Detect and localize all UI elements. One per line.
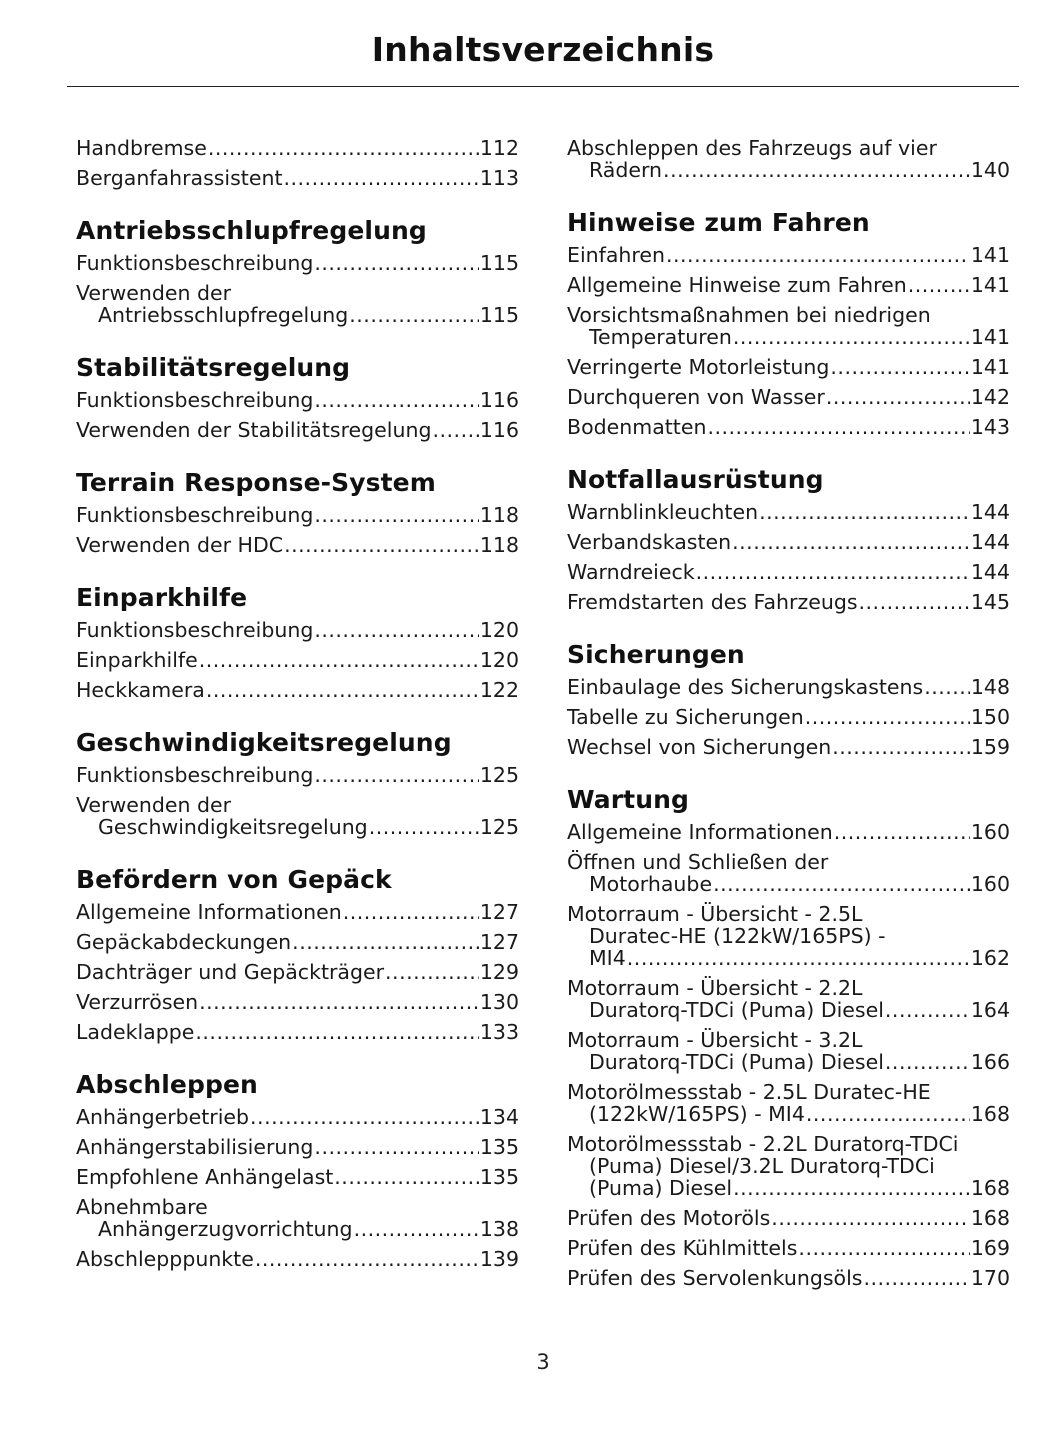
toc-entry[interactable]: [567, 352, 1010, 382]
entry-row: [76, 304, 519, 326]
entry-label: Wechsel von Sicherungen: [567, 735, 832, 759]
entry-page-number[interactable]: 141: [970, 355, 1010, 379]
entry-page-number[interactable]: 170: [970, 1266, 1010, 1290]
entry-row: [76, 619, 519, 641]
dot-leader: [343, 901, 479, 923]
entry-label-line: Motorölmessstab - 2.2L Duratorq-TDCi: [567, 1132, 959, 1156]
toc-entry[interactable]: [567, 300, 1010, 352]
toc-entry[interactable]: [567, 847, 1010, 899]
entry-row: [567, 1177, 1010, 1199]
dot-leader: [663, 159, 970, 181]
dot-leader: [255, 1248, 479, 1270]
entry-row: [76, 961, 519, 983]
dot-leader: [199, 991, 479, 1013]
toc-entry[interactable]: [76, 133, 519, 163]
entry-row: [76, 252, 519, 274]
entry-label: Anhängerstabilisierung: [76, 1135, 314, 1159]
entry-label-line: Motorölmessstab - 2.5L Duratec-HE: [567, 1080, 931, 1104]
dot-leader: [798, 1237, 969, 1259]
dot-leader: [885, 1051, 970, 1073]
toc-entry[interactable]: [76, 278, 519, 330]
entry-row: [567, 1267, 1010, 1289]
toc-entry[interactable]: [567, 240, 1010, 270]
section-heading: Stabilitätsregelung: [76, 353, 351, 382]
entry-label-line: Öffnen und Schließen der: [567, 850, 829, 874]
entry-row: [567, 356, 1010, 378]
entry-label: Geschwindigkeitsregelung: [98, 815, 368, 839]
entry-label-line: Duratec-HE (122kW/165PS) -: [589, 924, 886, 948]
entry-label: Durchqueren von Wasser: [567, 385, 825, 409]
dot-leader: [805, 706, 970, 728]
toc-entry[interactable]: [76, 760, 519, 790]
entry-row: [567, 326, 1010, 348]
entry-page-number[interactable]: 129: [479, 960, 519, 984]
entry-label: Ladeklappe: [76, 1020, 195, 1044]
entry-label: Funktionsbeschreibung: [76, 251, 314, 275]
toc-entry[interactable]: [76, 957, 519, 987]
entry-row: [76, 1166, 519, 1188]
section-heading: Einparkhilfe: [76, 583, 248, 612]
dot-leader: [334, 1166, 479, 1188]
entry-row: [567, 736, 1010, 758]
section-heading: Antriebsschlupfregelung: [76, 216, 427, 245]
toc-entry[interactable]: [76, 615, 519, 645]
entry-label: Einfahren: [567, 243, 665, 267]
dot-leader: [885, 999, 970, 1021]
entry-page-number[interactable]: 141: [970, 243, 1010, 267]
section-heading: Terrain Response-System: [76, 468, 436, 497]
entry-page-number[interactable]: 168: [970, 1206, 1010, 1230]
section-heading: Geschwindigkeitsregelung: [76, 728, 452, 757]
entry-page-number[interactable]: 133: [479, 1020, 519, 1044]
toc-section-befoerdern-von-gepaeck: [76, 865, 519, 1047]
toc-section: [76, 133, 519, 193]
section-heading: Notfallausrüstung: [567, 465, 824, 494]
entry-page-number[interactable]: 144: [970, 500, 1010, 524]
dot-leader: [354, 1218, 479, 1240]
entry-row: [567, 706, 1010, 728]
entry-label: Verwenden der Stabilitätsregelung: [76, 418, 432, 442]
entry-label: Anhängerzugvorrichtung: [98, 1217, 353, 1241]
dot-leader: [832, 736, 970, 758]
entry-row: [76, 419, 519, 441]
entry-row: [567, 561, 1010, 583]
entry-row: [567, 821, 1010, 843]
entry-row: [76, 1106, 519, 1128]
toc-right-column: [567, 133, 1010, 1316]
dot-leader: [314, 504, 479, 526]
entry-label: Duratorq-TDCi (Puma) Diesel: [589, 998, 884, 1022]
entry-row: [76, 679, 519, 701]
entry-label: Bodenmatten: [567, 415, 707, 439]
toc-entry[interactable]: [76, 1162, 519, 1192]
toc-entry[interactable]: [567, 817, 1010, 847]
toc-section-sicherungen: [567, 640, 1010, 762]
entry-page-number[interactable]: 115: [479, 303, 519, 327]
entry-label: Allgemeine Informationen: [76, 900, 342, 924]
dot-leader: [349, 304, 479, 326]
dot-leader: [369, 816, 479, 838]
toc-entry[interactable]: [76, 927, 519, 957]
toc-entry[interactable]: [567, 382, 1010, 412]
dot-leader: [314, 764, 479, 786]
entry-page-number[interactable]: 162: [970, 946, 1010, 970]
dot-leader: [292, 931, 479, 953]
entry-row: [76, 389, 519, 411]
dot-leader: [206, 679, 479, 701]
dot-leader: [199, 649, 479, 671]
entry-page-number[interactable]: 130: [479, 990, 519, 1014]
entry-row: [567, 873, 1010, 895]
entry-page-number[interactable]: 160: [970, 820, 1010, 844]
dot-leader: [250, 1106, 479, 1128]
entry-label: Verwenden der HDC: [76, 533, 284, 557]
entry-page-number[interactable]: 168: [970, 1102, 1010, 1126]
entry-row: [76, 167, 519, 189]
entry-label: Temperaturen: [589, 325, 732, 349]
entry-page-number[interactable]: 125: [479, 815, 519, 839]
toc-entry[interactable]: [567, 672, 1010, 702]
toc-entry[interactable]: [76, 1132, 519, 1162]
dot-leader: [771, 1207, 970, 1229]
entry-label: Prüfen des Servolenkungsöls: [567, 1266, 863, 1290]
dot-leader: [385, 961, 479, 983]
toc-entry[interactable]: [567, 732, 1010, 762]
toc-entry[interactable]: [76, 1017, 519, 1047]
toc-section-abschleppen: [76, 1070, 519, 1274]
entry-page-number[interactable]: 160: [970, 872, 1010, 896]
toc-section-antriebsschlupfregelung: [76, 216, 519, 330]
dot-leader: [314, 252, 479, 274]
title-divider: [67, 86, 1019, 87]
dot-leader: [284, 534, 479, 556]
entry-row: [567, 947, 1010, 969]
entry-page-number[interactable]: 122: [479, 678, 519, 702]
dot-leader: [924, 676, 970, 698]
entry-page-number[interactable]: 142: [970, 385, 1010, 409]
entry-label-line: Verwenden der: [76, 281, 232, 305]
toc-section-notfallausruestung: [567, 465, 1010, 617]
entry-label: Verbandskasten: [567, 530, 732, 554]
entry-label-line: Abschleppen des Fahrzeugs auf vier: [567, 136, 937, 160]
page-number: 3: [536, 1350, 550, 1374]
toc-entry[interactable]: [567, 899, 1010, 973]
entry-page-number[interactable]: 144: [970, 530, 1010, 554]
toc-entry[interactable]: [567, 1203, 1010, 1233]
entry-row: [76, 1218, 519, 1240]
entry-page-number[interactable]: 118: [479, 533, 519, 557]
entry-label: Einparkhilfe: [76, 648, 198, 672]
entry-page-number[interactable]: 141: [970, 273, 1010, 297]
entry-label: MI4: [589, 946, 626, 970]
section-heading: Wartung: [567, 785, 690, 814]
entry-row: [567, 1103, 1010, 1125]
entry-page-number[interactable]: 169: [970, 1236, 1010, 1260]
dot-leader: [863, 1267, 969, 1289]
entry-page-number[interactable]: 150: [970, 705, 1010, 729]
dot-leader: [696, 561, 970, 583]
entry-label: Tabelle zu Sicherungen: [567, 705, 804, 729]
section-heading: Hinweise zum Fahren: [567, 208, 870, 237]
dot-leader: [666, 244, 970, 266]
entry-label: Prüfen des Motoröls: [567, 1206, 771, 1230]
entry-page-number[interactable]: 113: [479, 166, 519, 190]
toc-entry[interactable]: [76, 385, 519, 415]
entry-page-number[interactable]: 134: [479, 1105, 519, 1129]
entry-label-line: Motorraum - Übersicht - 2.2L: [567, 976, 863, 1000]
entry-label: Duratorq-TDCi (Puma) Diesel: [589, 1050, 884, 1074]
entry-page-number[interactable]: 116: [479, 418, 519, 442]
toc-entry[interactable]: [567, 1129, 1010, 1203]
entry-page-number[interactable]: 168: [970, 1176, 1010, 1200]
entry-label: Warnblinkleuchten: [567, 500, 759, 524]
entry-label: Empfohlene Anhängelast: [76, 1165, 334, 1189]
entry-label-line: Verwenden der: [76, 793, 232, 817]
toc-entry[interactable]: [76, 1244, 519, 1274]
entry-page-number[interactable]: 141: [970, 325, 1010, 349]
entry-label: Heckkamera: [76, 678, 205, 702]
toc-section-terrain-response-system: [76, 468, 519, 560]
entry-label: Funktionsbeschreibung: [76, 763, 314, 787]
entry-row: [76, 931, 519, 953]
entry-page-number[interactable]: 135: [479, 1135, 519, 1159]
entry-label: Anhängerbetrieb: [76, 1105, 250, 1129]
dot-leader: [732, 531, 970, 553]
entry-page-number[interactable]: 145: [970, 590, 1010, 614]
entry-page-number[interactable]: 115: [479, 251, 519, 275]
entry-row: [567, 159, 1010, 181]
toc-entry[interactable]: [567, 557, 1010, 587]
section-heading: Befördern von Gepäck: [76, 865, 392, 894]
entry-page-number[interactable]: 118: [479, 503, 519, 527]
dot-leader: [859, 591, 970, 613]
toc-entry[interactable]: [76, 897, 519, 927]
toc-entry[interactable]: [567, 1025, 1010, 1077]
toc-entry[interactable]: [76, 645, 519, 675]
toc-entry[interactable]: [76, 790, 519, 842]
dot-leader: [733, 326, 970, 348]
entry-label: Funktionsbeschreibung: [76, 503, 314, 527]
entry-label: Rädern: [589, 158, 663, 182]
dot-leader: [208, 137, 479, 159]
entry-label: Funktionsbeschreibung: [76, 388, 314, 412]
entry-label: Warndreieck: [567, 560, 695, 584]
dot-leader: [759, 501, 970, 523]
entry-label: Gepäckabdeckungen: [76, 930, 292, 954]
entry-label-line: Motorraum - Übersicht - 2.5L: [567, 902, 863, 926]
section-heading: Sicherungen: [567, 640, 745, 669]
entry-page-number[interactable]: 112: [479, 136, 519, 160]
dot-leader: [627, 947, 970, 969]
entry-label: Allgemeine Informationen: [567, 820, 833, 844]
entry-label: Motorhaube: [589, 872, 713, 896]
toc-entry[interactable]: [567, 973, 1010, 1025]
entry-page-number[interactable]: 135: [479, 1165, 519, 1189]
entry-label-line: Vorsichtsmaßnahmen bei niedrigen: [567, 303, 931, 327]
dot-leader: [707, 416, 969, 438]
entry-page-number[interactable]: 127: [479, 900, 519, 924]
dot-leader: [195, 1021, 478, 1043]
toc-entry[interactable]: [567, 1077, 1010, 1129]
toc-entry[interactable]: [567, 133, 1010, 185]
entry-page-number[interactable]: 166: [970, 1050, 1010, 1074]
entry-label: Verzurrösen: [76, 990, 199, 1014]
entry-row: [76, 504, 519, 526]
entry-label: Fremdstarten des Fahrzeugs: [567, 590, 858, 614]
dot-leader: [834, 821, 970, 843]
entry-row: [76, 1021, 519, 1043]
entry-row: [76, 1248, 519, 1270]
toc-section-einparkhilfe: [76, 583, 519, 705]
entry-row: [567, 591, 1010, 613]
entry-row: [567, 416, 1010, 438]
entry-label: Verringerte Motorleistung: [567, 355, 830, 379]
dot-leader: [433, 419, 479, 441]
entry-label-line: Abnehmbare: [76, 1195, 208, 1219]
toc-section-wartung: [567, 785, 1010, 1293]
entry-page-number[interactable]: 164: [970, 998, 1010, 1022]
toc-entry[interactable]: [567, 270, 1010, 300]
toc-entry[interactable]: [76, 1102, 519, 1132]
entry-label: (Puma) Diesel: [589, 1176, 733, 1200]
entry-row: [76, 137, 519, 159]
entry-page-number[interactable]: 138: [479, 1217, 519, 1241]
section-heading: Abschleppen: [76, 1070, 258, 1099]
toc-entry[interactable]: [76, 248, 519, 278]
entry-page-number[interactable]: 139: [479, 1247, 519, 1271]
entry-row: [76, 534, 519, 556]
entry-row: [567, 501, 1010, 523]
entry-page-number[interactable]: 120: [479, 648, 519, 672]
dot-leader: [284, 167, 479, 189]
toc-section-hinweise-zum-fahren: [567, 208, 1010, 442]
entry-page-number[interactable]: 144: [970, 560, 1010, 584]
dot-leader: [713, 873, 970, 895]
entry-label: Dachträger und Gepäckträger: [76, 960, 385, 984]
entry-label-line: Motorraum - Übersicht - 3.2L: [567, 1028, 863, 1052]
entry-page-number[interactable]: 120: [479, 618, 519, 642]
entry-row: [567, 1237, 1010, 1259]
entry-row: [567, 531, 1010, 553]
entry-label: Berganfahrassistent: [76, 166, 283, 190]
toc-entry[interactable]: [76, 987, 519, 1017]
entry-page-number[interactable]: 116: [479, 388, 519, 412]
page-title: Inhaltsverzeichnis: [371, 30, 715, 69]
entry-row: [567, 386, 1010, 408]
toc-entry[interactable]: [567, 587, 1010, 617]
entry-label: Handbremse: [76, 136, 207, 160]
entry-page-number[interactable]: 143: [970, 415, 1010, 439]
toc-entry[interactable]: [76, 675, 519, 705]
dot-leader: [314, 1136, 478, 1158]
entry-row: [567, 1051, 1010, 1073]
toc-left-column: [76, 133, 519, 1297]
entry-label: Funktionsbeschreibung: [76, 618, 314, 642]
entry-label: (122kW/165PS) - MI4: [589, 1102, 805, 1126]
toc-entry[interactable]: [567, 1263, 1010, 1293]
entry-page-number[interactable]: 125: [479, 763, 519, 787]
entry-label-line: (Puma) Diesel/3.2L Duratorq-TDCi: [589, 1154, 935, 1178]
entry-label: Abschlepppunkte: [76, 1247, 254, 1271]
toc-entry[interactable]: [567, 497, 1010, 527]
toc-section: [567, 133, 1010, 185]
entry-label: Einbaulage des Sicherungskastens: [567, 675, 924, 699]
entry-page-number[interactable]: 140: [970, 158, 1010, 182]
entry-row: [76, 1136, 519, 1158]
entry-row: [567, 999, 1010, 1021]
dot-leader: [733, 1177, 970, 1199]
entry-row: [567, 274, 1010, 296]
entry-row: [76, 764, 519, 786]
toc-entry[interactable]: [76, 163, 519, 193]
entry-page-number[interactable]: 127: [479, 930, 519, 954]
entry-page-number[interactable]: 148: [970, 675, 1010, 699]
toc-entry[interactable]: [567, 412, 1010, 442]
entry-label: Allgemeine Hinweise zum Fahren: [567, 273, 907, 297]
dot-leader: [908, 274, 970, 296]
toc-section-stabilitaetsregelung: [76, 353, 519, 445]
dot-leader: [830, 356, 969, 378]
entry-row: [76, 816, 519, 838]
toc-entry[interactable]: [76, 415, 519, 445]
toc-entry[interactable]: [76, 1192, 519, 1244]
entry-row: [76, 901, 519, 923]
toc-section-geschwindigkeitsregelung: [76, 728, 519, 842]
entry-page-number[interactable]: 159: [970, 735, 1010, 759]
entry-label: Antriebsschlupfregelung: [98, 303, 349, 327]
entry-row: [76, 649, 519, 671]
entry-label: Prüfen des Kühlmittels: [567, 1236, 798, 1260]
entry-row: [567, 1207, 1010, 1229]
toc-entry[interactable]: [567, 527, 1010, 557]
entry-row: [567, 244, 1010, 266]
entry-row: [76, 991, 519, 1013]
entry-row: [567, 676, 1010, 698]
dot-leader: [314, 389, 479, 411]
toc-entry[interactable]: [76, 500, 519, 530]
toc-entry[interactable]: [567, 1233, 1010, 1263]
toc-entry[interactable]: [76, 530, 519, 560]
dot-leader: [314, 619, 479, 641]
dot-leader: [826, 386, 970, 408]
toc-entry[interactable]: [567, 702, 1010, 732]
dot-leader: [806, 1103, 970, 1125]
